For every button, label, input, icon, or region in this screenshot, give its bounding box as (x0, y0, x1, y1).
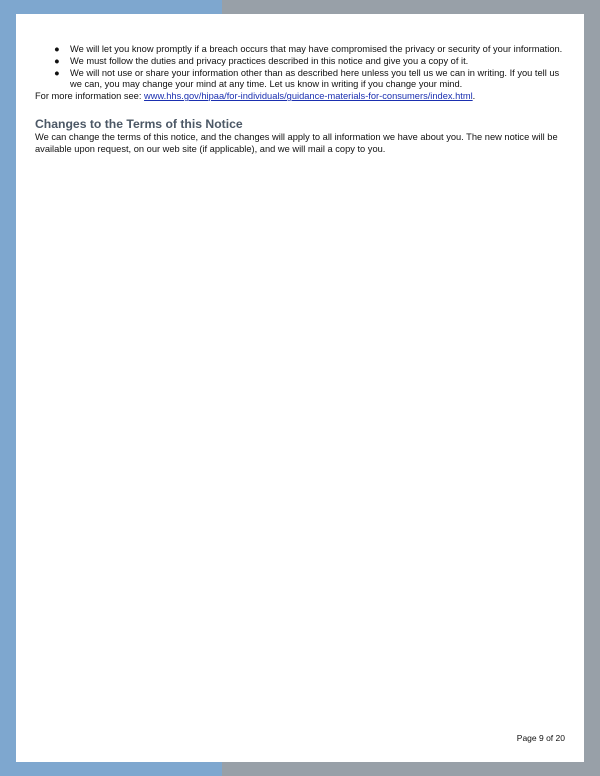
bullet-icon: ● (54, 67, 60, 78)
list-item (54, 67, 570, 92)
document-page (16, 14, 584, 762)
list-item (54, 44, 570, 56)
page-number: Page 9 of 20 (516, 733, 565, 743)
bullet-icon: ● (54, 55, 60, 66)
list-item-text: We will let you know promptly if a breach occurs that may have compromised the privacy or security of your information. (70, 44, 563, 54)
page-content (35, 44, 570, 156)
section-body-changes: We can change the terms of this notice, and the changes will apply to all information we have about you. The new notice will be available upon request, on our web site (if applicable), and we will mail a copy to you. (35, 131, 558, 154)
list-item (54, 55, 570, 68)
list-item-text: We will not use or share your information other than as described here unless you tell us we can in writing. If you tell us we can, you may change your mind at any time. Let us know in writing if you change your mind. (70, 67, 560, 90)
more-info-prefix: For more information see: (35, 91, 145, 102)
more-info-suffix: . (472, 91, 476, 102)
list-item-text: We must follow the duties and privacy practices described in this notice and give you a copy of it. (70, 55, 469, 66)
duties-bullet-list (35, 44, 570, 91)
section-heading-changes: Changes to the Terms of this Notice (35, 116, 243, 131)
bullet-icon: ● (54, 44, 60, 54)
hhs-guidance-link[interactable]: www.hhs.gov/hipaa/for-individuals/guidance-materials-for-consumers/index.html (144, 91, 473, 102)
more-info-line (35, 91, 570, 103)
